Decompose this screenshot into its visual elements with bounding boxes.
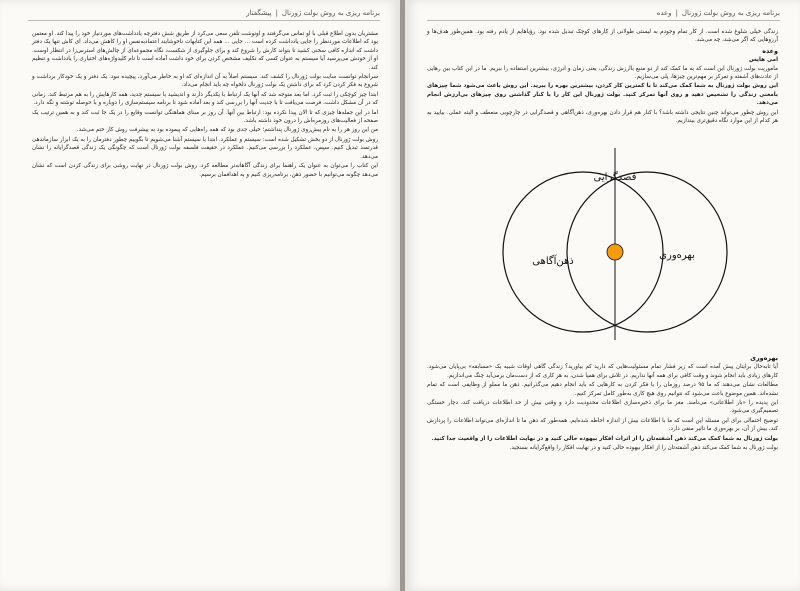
venn-circle-left [503,172,663,332]
heading-promise: وعده [762,46,778,55]
right-header-section: وعده [656,9,672,17]
promise-paragraph: ماموریت بولت ژورنال این است که به ما کمک کند از دو منبع باارزش زندگی، یعنی زمان و انرژی، بیشترین استفاده را ببریم. ما در این کتاب بین رهایی از عادت‌های آشفته و تمرکز بر مهم‌ترین چیزها، پلی می‌سازیم. [427,65,778,81]
quote-author: امی هایس [749,57,778,64]
left-paragraph-1: مشتریان بدون اطلاع قبلی با او تماس می‌گرفتند و اونوشت تلفن سعی می‌کرد از طریق شش دفترچه یادداشت‌های موردنیاز خود را پیدا کند. او معتمن بود که اطلاعات موردنظر را جایی یادداشت کرده است ... جایی ... همه این کتابهات ناخوشایند اعتمادبه‌نفس او را کاهش می‌داد. ای کاش تنها یک دفتر داشت که اندازه کافی سخنی کشید تا بتواند کارش را شروع کند و برای جلوگیری از شکست، نگاه مجموعه‌ای از چالش‌های استرس‌زا در انتظار اوست. او از خودش می‌پرسید آیا سیستم به عنوان کسی که تکلیف مشخص کردن برای خود داشت آماده است تا نام کلیدواژه‌های اختیاری را یادداشت و تنظیم کند. [32,31,378,71]
left-paragraph-2: سرانجام توانست سایت بولت ژورنال را کشف کند. سیستم اصلاً به آن اندازه‌ای که او به خاطر می‌آورد، پیچیده نبود. یک دفتر و یک خودکار برداشت و شروع به فکر کردن کرد که برای داشتن یک بولت ژورنال دلخواه چه باید انجام می‌داد. [32,74,378,89]
left-header-title: برنامه ریزی به روش بولت ژورنال [281,9,380,17]
body-paragraph-5: بولت ژورنال به شما کمک می‌کند ذهن آشفته‌تان را از اثرات افکار بیهوده خالی کنید و در نهایت اطلاعات را از واقعیت جدا کنید. [431,435,778,442]
right-header-title: برنامه ریزی به روش بولت ژورنال [681,9,780,17]
left-header-section: پیشگفتار [246,9,272,17]
right-header-separator: | [675,9,678,17]
intro-paragraph: زندگی خیلی شلوغ شده است. از کار تمام وجودم به لیستی طولانی از کارهای کوچک تبدیل شده بود. رؤیاهایم از یادم رفته بود. همین‌طور هدف‌ها و آرزوهایی که اگر می‌شد، چه می‌شد. [427,29,778,44]
left-paragraph-5: من این روز هر را به نام پیش‌روی ژورنال پنداشتم؛ خیلی جدی بود که همه راه‌هایی که پیموده بود به پیشرفت روش کار ختم می‌شد. [76,127,378,134]
bold-paragraph: این روش بولت ژورنال به شما کمک می‌کند تا با کمترین کار کردن، بیشترین بهره را ببرید. این روش باعث می‌شود شما چیزهای بامعنی زندگی را تشخیص دهید و روی آنها تمرکز کنید. بولت ژورنال این کار را با کنار گذاشتن روی چیزهای بی‌ارزش انجام می‌دهد. [427,83,778,107]
left-page-body [32,30,378,180]
body-paragraph-3: این پدیده را «بار اطلاعاتی» می‌نامند. مغز ما برای ذخیره‌سازی اطلاعات محدودیت دارد و وقتی بیش از حد اطلاعات دریافت کند، دچار خستگی تصمیم‌گیری می‌شود. [427,400,778,415]
body-paragraph-1: آیا تابه‌حال برایتان پیش آمده است که زیر فشار تمام مسئولیت‌هایی که دارید کم بیاورید؟ زندگی گاهی اوقات شبیه یک «مسابقه» بی‌پایان می‌شود. کارهای زیادی باید انجام شوند و وقت کافی برای همه آنها نداریم. در تلاش برای همپا شدن، به هر کاری که از دست‌مان برمی‌آید چنگ می‌اندازیم. [427,364,778,379]
heading-productivity: بهره‌وری [750,354,778,362]
right-page-header [427,6,780,21]
body-paragraph-4: توضیح احتمالی برای این مسئله این است که ما با اطلاعات بیش از اندازه احاطه شده‌ایم. همه‌طور که ذهن ما تا اندازه‌ای می‌تواند اطلاعات را پردازش کند، بیش از آن، بر بهره‌وری ما تاثیر منفی دارد. [427,417,778,433]
venn-circle-right [567,172,727,332]
right-page-bottom-body [427,352,778,453]
left-paragraph-6: روش بولت ژورنال از دو بخش تشکیل شده است: سیستم و عملکرد. ابتدا با سیستم آشنا می‌شویم تا بگوییم چطور دفترمان را به یک ابزار سازماندهی قدرتمند تبدیل کنیم. سپس، عملکرد را بررسی می‌کنیم. عملکرد در حقیقت فلسفه بولت ژورنال است که چگونگی یک زندگی قصدگرایانه را نشان می‌دهد. [32,136,378,160]
venn-center-dot [607,244,623,260]
body-paragraph-2: مطالعات نشان می‌دهند که ما ۹۵ درصد روزمان را با فکر کردن به کارهایی که باید انجام دهیم می‌گذرانیم. ذهن ما مملو از وظایفی است که تمام نشده‌اند. همین موضوع باعث می‌شود که نتوانیم روی هیچ کاری به‌طور کامل تمرکز کنیم. [427,382,778,397]
left-paragraph-4: اما در این جمله‌ها چیزی که تا الان پیدا نکرده بود: ارتباط بین آنها. آن روز بر مبنای هماهنگی توانست وقایع را در یک جا ثبت کند و به همین ترتیب یک صفحه از فعالیت‌های روزمره‌اش را درون خود داشته باشد. [32,109,378,125]
body-paragraph-6: بولت ژورنال به شما کمک می‌کند ذهن آشفته‌تان را از افکار بیهوده خالی کنید و در نهایت افکار را واقع‌گرایانه بسنجید. [509,445,778,452]
venn-label-right: بهره‌وری [659,250,695,261]
right-page [405,0,800,591]
left-paragraph-3: ابتدا چیز کوچکی را ثبت کرد. اما بعد متوجه شد که آنها یک ارتباط با یکدیگر دارند و اندیشید با سیستم جدید، همه کارهایش را به هم مرتبط کند. زمانی که در آن مشکل داشت، فرصت می‌یافت تا با جدیت آنها را بررسی کند و بعد آماده شود تا برنامه سیستم‌سازی را دوباره و با حوصله نوشته و نگه دارد. [32,91,378,107]
left-paragraph-7: این کتاب را می‌توان به عنوان یک راهنما برای زندگی آگاهانه‌تر مطالعه کرد. روش بولت ژورنال در نهایت روشی برای زندگی کردن است که نشان می‌دهد چگونه می‌توانیم با حضور ذهن، برنامه‌ریزی کنیم و به اهدافمان برسیم. [32,163,378,178]
venn-label-left: ذهن‌آگاهی [532,256,574,267]
right-page-top-body [427,28,778,126]
closing-paragraph: این روش چطور می‌تواند چنین نتایجی داشته باشد؟ با کنار هم قرار دادن بهره‌وری، ذهن‌آگاهی و قصدگرایی در چارچوبی منعطف و البته عملی. بیایید به هر کدام از این موارد نگاه دقیق‌تری بیندازیم. [427,109,778,125]
left-page-header [28,6,380,21]
venn-label-top: قصدگرایی [593,172,637,183]
venn-diagram [495,140,735,345]
left-header-separator: | [275,9,278,17]
